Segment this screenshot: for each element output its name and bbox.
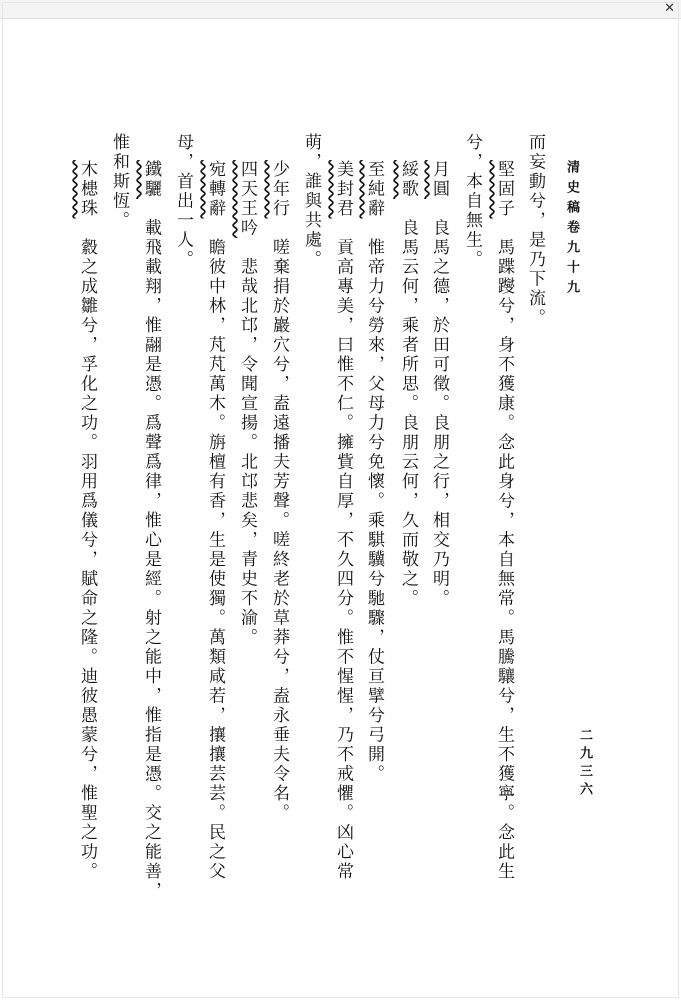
page-number: 二九三六 [577,728,592,800]
text-column [264,160,294,823]
column-spacer [237,238,257,258]
text-column [393,160,423,609]
column-spacer [364,219,384,239]
song-title: 至純辭 [364,160,384,219]
close-icon[interactable]: ✕ [664,1,675,16]
text-column [424,160,454,609]
song-title: 堅固子 [494,160,514,219]
column-spacer [494,219,514,239]
column-spacer [269,219,289,239]
column-spacer [429,199,449,219]
column-text: 貢高專美，曰惟不仁。擁貲自厚，不久四分。惟不惺惺，乃不戒懼。凶心常 [333,238,353,882]
song-title: 木槵珠 [77,160,97,219]
text-column [104,133,134,231]
column-text: 嗟棄捐於巖穴兮，盍遠播夫芳聲。嗟終老於草莽兮，盍永垂夫令名。 [269,238,289,823]
column-text: 縠之成雛兮，孚化之功。羽用爲儀兮，賦命之隆。迪彼愚蒙兮，惟聖之功。 [77,238,97,882]
column-text: 母，首出一人。 [173,133,193,270]
column-text: 良馬之德，於田可徵。良朋之行，相交乃明。 [429,218,449,609]
song-title: 月圓 [429,160,449,199]
song-title: 少年行 [269,160,289,219]
text-column [457,133,487,270]
song-title: 鐵驪 [141,160,161,199]
column-spacer [77,219,97,239]
window-top-bar [0,0,681,19]
column-text: 瞻彼中林，芃芃萬木。旃檀有香，生是使獨。萬類咸若，攘攘芸芸。民之父 [205,238,225,882]
column-text: 馬蹀躞兮，身不獲康。念此身兮，本自無常。馬騰驤兮，生不獲寧。念此生 [494,238,514,882]
column-text: 兮，本自無生。 [462,133,482,270]
song-title: 美封君 [333,160,353,219]
song-title: 四天王吟 [237,160,257,238]
column-spacer [141,199,161,219]
text-column [296,133,326,270]
column-text: 惟和斯恆。 [109,133,129,231]
text-column [232,160,262,648]
text-column [489,160,519,882]
song-title: 綏歌 [398,160,418,199]
book-title: 清史稿卷九十九 [564,160,579,300]
column-spacer [333,219,353,239]
column-text: 惟帝力兮勞來，父母力兮免懷。乘騏驥兮馳驟，仗亘擘兮弓開。 [364,238,384,784]
column-text: 良馬云何，乘者所思。良朋云何，久而敬之。 [398,218,418,609]
song-title: 宛轉辭 [205,160,225,219]
column-text: 而妄動兮，是乃下流。 [525,133,545,328]
column-spacer [398,199,418,219]
text-column [136,160,166,901]
text-column [72,160,102,882]
text-column [200,160,230,882]
text-column [520,133,550,328]
column-text: 萌，誰與共處。 [301,133,321,270]
text-column [168,133,198,270]
column-text: 悲哉北邙，令聞宣揚。北邙悲矣，青史不渝。 [237,257,257,648]
column-text: 載飛載翔，惟翮是憑。爲聲爲律，惟心是經。射之能中，惟指是憑。交之能善， [141,218,161,901]
text-column [328,160,358,882]
column-spacer [205,219,225,239]
text-column [359,160,389,784]
